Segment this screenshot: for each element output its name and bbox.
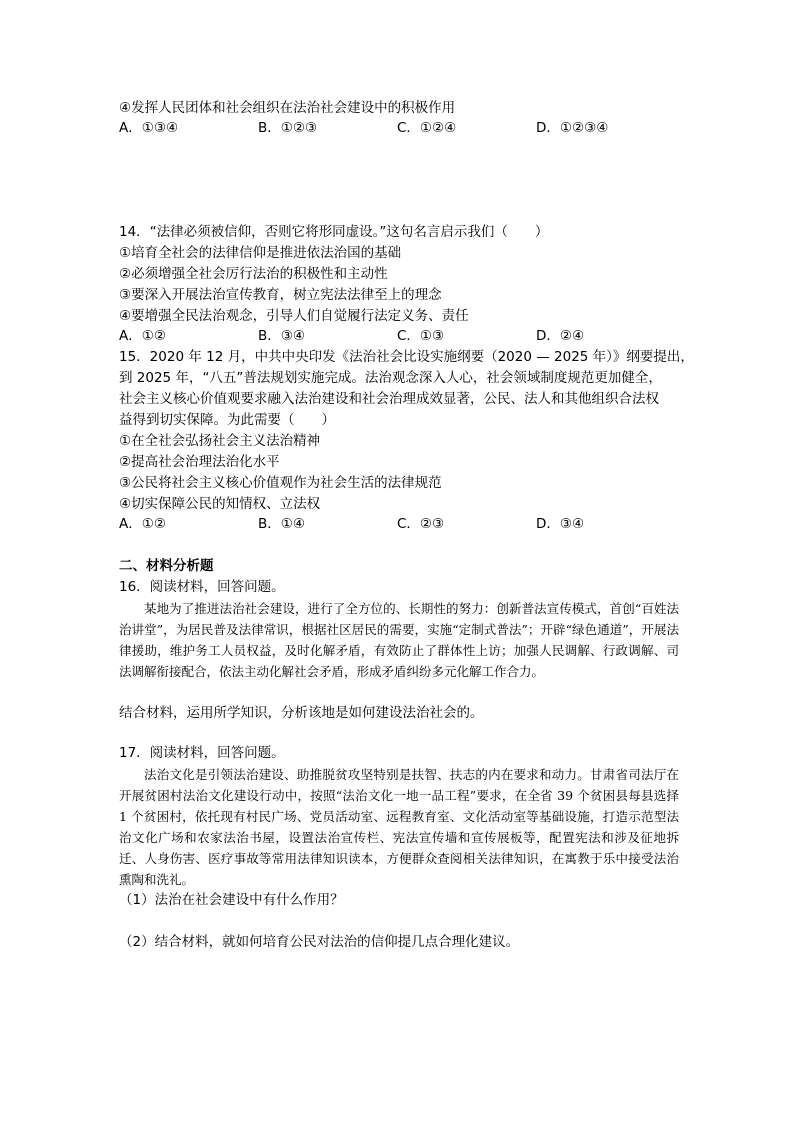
q15-choice-a[interactable]: A．①② [119, 516, 166, 532]
q13-choice-d[interactable]: D．①②③④ [536, 120, 609, 136]
q15-stem-line-3: 社会主义核心价值观要求融入法治建设和社会治理成效显著，公民、法人和其他组织合法权 [119, 391, 659, 407]
q15-item-1: ①在全社会弘扬社会主义法治精神 [119, 433, 321, 449]
q15-choice-c[interactable]: C．②③ [397, 516, 445, 532]
q14-item-4: ④要增强全民法治观念，引导人们自觉履行法定义务、责任 [119, 308, 469, 324]
q15-item-2: ②提高社会治理法治化水平 [119, 454, 280, 470]
q14-item-3: ③要深入开展法治宣传教育，树立宪法法律至上的理念 [119, 287, 442, 303]
q14-choice-d[interactable]: D．②④ [536, 328, 585, 344]
q16-stem: 16．阅读材料，回答问题。 [119, 579, 285, 595]
q14-choice-a[interactable]: A．①② [119, 328, 166, 344]
section-heading: 二、材料分析题 [119, 558, 214, 574]
q13-choice-a[interactable]: A．①③④ [119, 120, 179, 136]
q17-material-text: 法治文化是引领法治建设、助推脱贫攻坚特别是扶智、扶志的内在要求和动力。甘肃省司法厅在开展贫困村法治文化建设行动中，按照“法治文化一地一品工程”要求，在全省 39 个贫困县每县选择 1 个贫困村，依托现有村民广场、党员活动室、远程教育室、文化活动室等基础设施，打造示范型法治文化广场和农家法治书屋，设置法治宣传栏、宪法宣传墙和宣传展板等，配置宪法和涉及征地拆迁、人身伤害、医疗事故等常用法律知识读本，方便群众查阅相关法律知识，在寓教于乐中接受法治熏陶和洗礼。 [119, 767, 679, 887]
q16-material [119, 598, 679, 682]
q15-stem-line-4: 益得到切实保障。为此需要（ ） [119, 412, 335, 428]
q14-choice-b[interactable]: B．③④ [258, 328, 305, 344]
q17-subquestion-1: （1）法治在社会建设中有什么作用？ [119, 892, 344, 908]
q17-subquestion-2: （2）结合材料，就如何培育公民对法治的信仰提几点合理化建议。 [119, 934, 520, 950]
q13-choice-c[interactable]: C．①②④ [397, 120, 457, 136]
q17-stem: 17．阅读材料，回答问题。 [119, 745, 285, 761]
q14-choice-c[interactable]: C．①③ [397, 328, 445, 344]
q15-stem-line-2: 到 2025 年，“八五”普法规划实施完成。法治观念深入人心，社会领域制度规范更加健全， [119, 370, 662, 386]
q13-option-4: ④发挥人民团体和社会组织在法治社会建设中的积极作用 [119, 100, 456, 116]
q15-choice-d[interactable]: D．③④ [536, 516, 585, 532]
q16-question: 结合材料，运用所学知识，分析该地是如何建设法治社会的。 [119, 705, 484, 721]
q17-material [119, 764, 679, 890]
q16-material-text: 某地为了推进法治社会建设，进行了全方位的、长期性的努力：创新普法宣传模式，首创“百姓法治讲堂”，为居民普及法律常识，根据社区居民的需要，实施“定制式普法”；开辟“绿色通道”，开展法律援助，维护务工人员权益，及时化解矛盾，有效防止了群体性上访；加强人民调解、行政调解、司法调解衔接配合，依法主动化解社会矛盾，形成矛盾纠纷多元化解工作合力。 [119, 601, 679, 679]
q13-choice-b[interactable]: B．①②③ [258, 120, 318, 136]
q14-stem: 14．“法律必须被信仰，否则它将形同虚设。”这句名言启示我们（ ） [119, 224, 549, 240]
q15-item-4: ④切实保障公民的知情权、立法权 [119, 496, 321, 512]
q15-choice-b[interactable]: B．①④ [258, 516, 305, 532]
q14-item-2: ②必须增强全社会厉行法治的积极性和主动性 [119, 266, 388, 282]
q14-item-1: ①培育全社会的法律信仰是推进依法治国的基础 [119, 245, 402, 261]
q15-item-3: ③公民将社会主义核心价值观作为社会生活的法律规范 [119, 475, 442, 491]
q15-stem-line-1: 15．2020 年 12 月，中共中央印发《法治社会比设实施纲要（2020 — 2025 年）》纲要提出， [119, 349, 694, 365]
